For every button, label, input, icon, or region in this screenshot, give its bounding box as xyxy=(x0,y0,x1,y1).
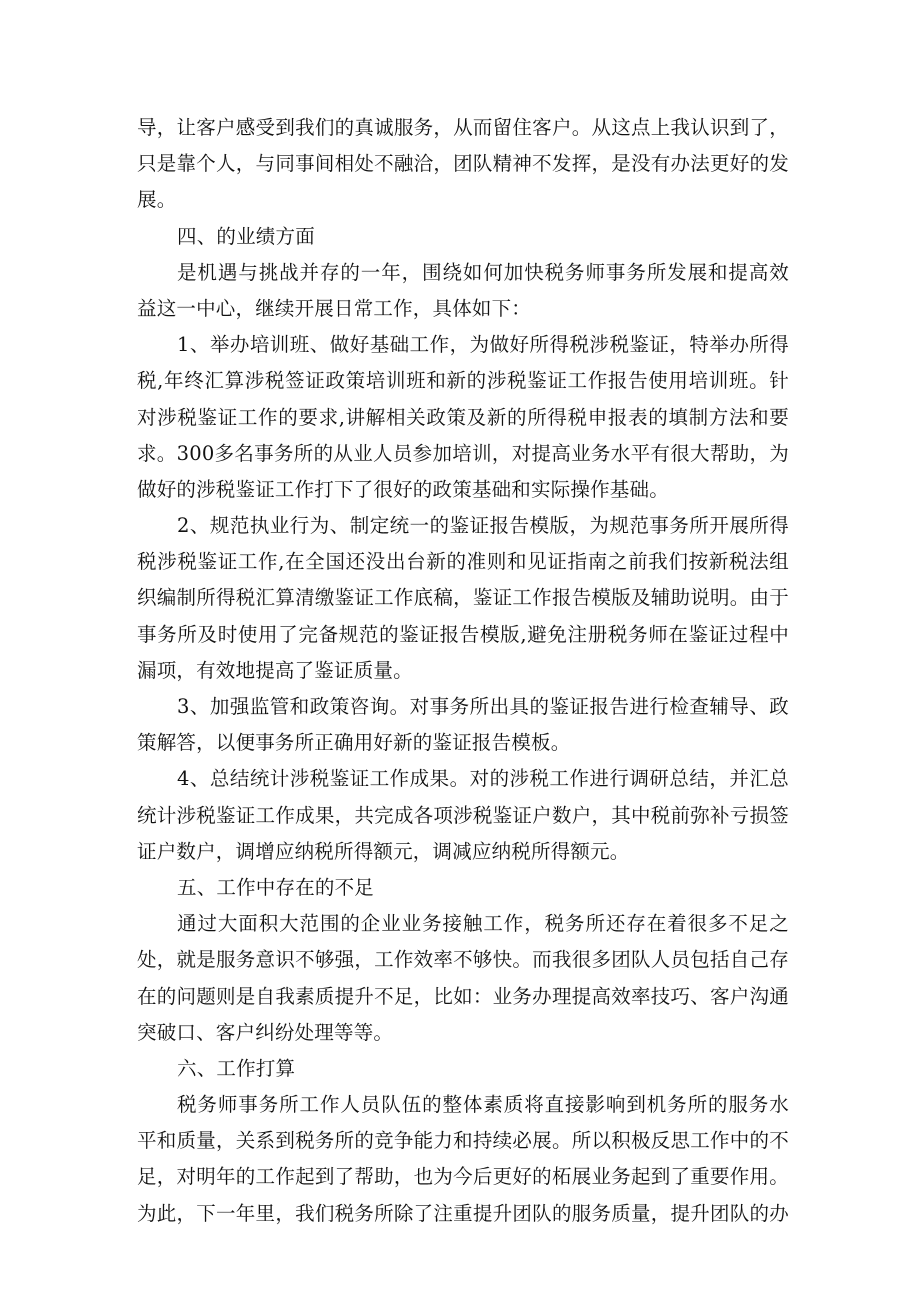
paragraph-line: 突破口、客户纠纷处理等等。 xyxy=(137,1020,394,1044)
section-heading xyxy=(137,219,789,255)
paragraph-line: 漏项，有效地提高了鉴证质量。 xyxy=(137,658,413,682)
paragraph-line: 织编制所得税汇算清缴鉴证工作底稿，鉴证工作报告模版及辅助说明。由于 xyxy=(137,586,789,610)
body-paragraph xyxy=(137,761,789,870)
body-paragraph xyxy=(137,255,789,327)
paragraph-line: 事务所及时使用了完备规范的鉴证报告模版,避免注册税务师在鉴证过程中 xyxy=(137,622,789,646)
paragraph-line: 做好的涉税鉴证工作打下了很好的政策基础和实际操作基础。 xyxy=(137,477,669,501)
paragraph-line: 1、举办培训班、做好基础工作，为做好所得税涉税鉴证，特举办所得 xyxy=(177,333,789,357)
paragraph-line: 在的问题则是自我素质提升不足，比如：业务办理提高效率技巧、客户沟通 xyxy=(137,984,789,1008)
paragraph-line: 策解答，以便事务所正确用好新的鉴证报告模板。 xyxy=(137,731,571,755)
document-body xyxy=(137,110,789,1232)
paragraph-line: 2、规范执业行为、制定统一的鉴证报告模版，为规范事务所开展所得 xyxy=(177,514,789,538)
paragraph-line: 处，就是服务意识不够强，工作效率不够快。而我很多团队人员包括自己存 xyxy=(137,948,789,972)
paragraph-line: 求。300多名事务所的从业人员参加培训，对提高业务水平有很大帮助，为 xyxy=(137,441,789,465)
paragraph-line: 证户数户，调增应纳税所得额元，调减应纳税所得额元。 xyxy=(137,839,630,863)
heading-text: 四、的业绩方面 xyxy=(177,224,315,248)
paragraph-line: 统计涉税鉴证工作成果，共完成各项涉税鉴证户数户，其中税前弥补亏损签 xyxy=(137,803,789,827)
paragraph-line: 对涉税鉴证工作的要求,讲解相关政策及新的所得税申报表的填制方法和要 xyxy=(137,405,789,429)
body-paragraph xyxy=(137,508,789,689)
body-paragraph xyxy=(137,906,789,1051)
paragraph-line: 导，让客户感受到我们的真诚服务，从而留住客户。从这点上我认识到了， xyxy=(137,116,789,139)
heading-text: 五、工作中存在的不足 xyxy=(177,875,375,899)
body-paragraph xyxy=(137,1087,789,1232)
section-heading xyxy=(137,870,789,906)
paragraph-line: 为此，下一年里，我们税务所除了注重提升团队的服务质量，提升团队的办 xyxy=(137,1201,789,1225)
paragraph-line: 税务师事务所工作人员队伍的整体素质将直接影响到机务所的服务水 xyxy=(177,1093,789,1117)
paragraph-line: 展。 xyxy=(137,188,177,212)
paragraph-line: 税涉税鉴证工作,在全国还没出台新的准则和见证指南之前我们按新税法组 xyxy=(137,550,789,574)
paragraph-line: 平和质量，关系到税务所的竞争能力和持续必展。所以积极反思工作中的不 xyxy=(137,1129,789,1153)
paragraph-line: 益这一中心，继续开展日常工作，具体如下： xyxy=(137,296,532,320)
body-paragraph xyxy=(137,110,789,219)
paragraph-line: 4、总结统计涉税鉴证工作成果。对的涉税工作进行调研总结，并汇总 xyxy=(177,767,789,791)
paragraph-line: 是机遇与挑战并存的一年，围绕如何加快税务师事务所发展和提高效 xyxy=(177,260,789,284)
body-paragraph xyxy=(137,689,789,761)
heading-text: 六、工作打算 xyxy=(177,1056,296,1080)
paragraph-line: 足，对明年的工作起到了帮助，也为今后更好的柘展业务起到了重要作用。 xyxy=(137,1165,789,1189)
paragraph-line: 通过大面积大范围的企业业务接触工作，税务所还存在着很多不足之 xyxy=(177,912,789,936)
paragraph-line: 只是靠个人，与同事间相处不融洽，团队精神不发挥，是没有办法更好的发 xyxy=(137,152,789,176)
paragraph-line: 3、加强监管和政策咨询。对事务所出具的鉴证报告进行检查辅导、政 xyxy=(177,695,789,718)
section-heading xyxy=(137,1051,789,1087)
paragraph-line: 税,年终汇算涉税签证政策培训班和新的涉税鉴证工作报告使用培训班。针 xyxy=(137,369,789,393)
body-paragraph xyxy=(137,327,789,508)
